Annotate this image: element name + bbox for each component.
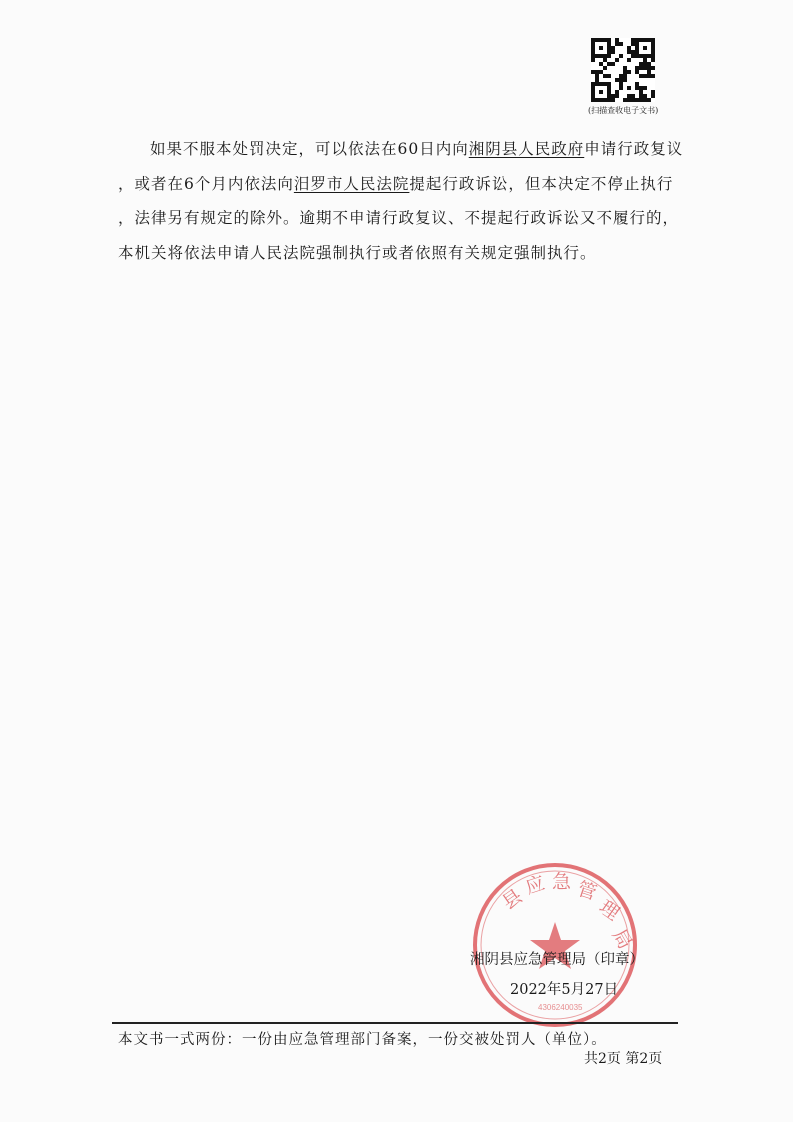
line1-text-b: 申请行政复议 [584, 140, 684, 158]
issue-date: 2022年5月27日 [510, 982, 619, 998]
paragraph-line-1 [118, 132, 684, 167]
svg-text:理: 理 [595, 896, 623, 926]
litigation-court: 汨罗市人民法院 [293, 174, 410, 193]
copies-note: 本文书一式两份：一份由应急管理部门备案，一份交被处罚人（单位）。 [118, 1032, 607, 1048]
svg-text:急: 急 [552, 872, 572, 893]
line2-text-b: 提起行政诉讼，但本决定不停止执行 [409, 174, 674, 193]
footer-divider [112, 1022, 678, 1024]
qr-caption: (扫描查收电子文书) [588, 106, 659, 115]
qr-code-icon[interactable] [591, 38, 655, 102]
line2-text-a: ，或者在6个月内依法向 [118, 174, 294, 193]
qr-code-block [588, 38, 658, 116]
official-seal-icon [470, 860, 640, 1030]
page-number: 共2页 第2页 [584, 1051, 663, 1067]
svg-text:县: 县 [498, 885, 527, 915]
issuing-authority: 湘阴县应急管理局（印章） [470, 952, 644, 968]
seal-code: 4306240035 [538, 1003, 583, 1012]
svg-text:局: 局 [607, 926, 636, 953]
paragraph-line-3: ，法律另有规定的除外。逾期不申请行政复议、不提起行政诉讼又不履行的， [118, 209, 680, 227]
line1-text-a: 如果不服本处罚决定，可以依法在60日内向 [150, 140, 469, 158]
svg-text:应: 应 [523, 872, 548, 899]
svg-text:管: 管 [574, 878, 600, 905]
paragraph-line-4: 本机关将依法申请人民法院强制执行或者依照有关规定强制执行。 [118, 243, 597, 262]
reconsideration-authority: 湘阴县人民政府 [468, 140, 585, 158]
paragraph-line-2 [118, 167, 678, 202]
appeal-notice-paragraph [118, 132, 684, 270]
